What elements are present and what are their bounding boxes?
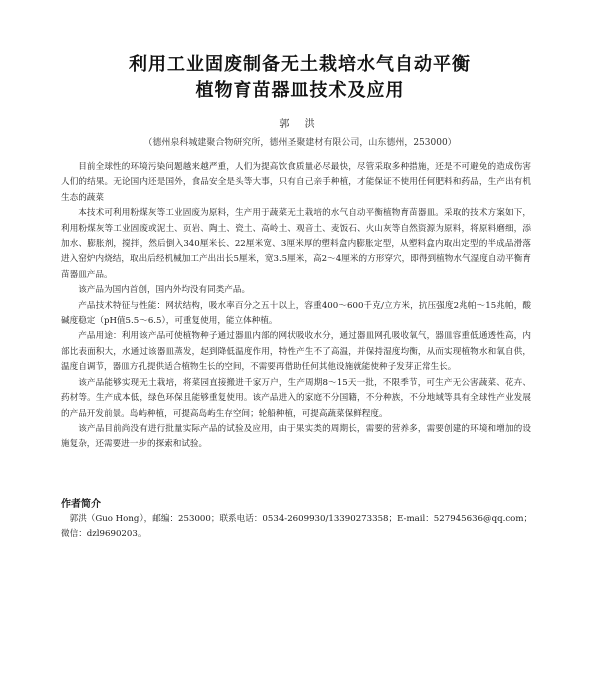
author-affiliation: （德州泉科城建聚合物研究所，德州圣聚建材有限公司，山东德州，253000） [143, 138, 457, 148]
paragraph-technical-scheme: 本技术可利用粉煤灰等工业固废为原料，生产用于蔬菜无土栽培的水气自动平衡植物育苗器皿。采取的技术方案如下，利用粉煤灰等工业固废或泥土、页岩、陶土、瓷土、高岭土、观音土、麦饭石、火山灰等自然资源为原料，将原料磨细，添加水、膨胀剂，搅拌，然后倒入340厘米长、22厘米宽、3厘米厚的塑料盒内膨胀定型，从塑料盒内取出定型的半成品滑落进入窑炉内烧结，取出后经机械加工产出出长5厘米，宽3.5厘米，高2～4厘米的方形穿穴，即得到植物水气湿度自动平衡育苗器皿产品。 [61, 208, 531, 280]
author-bio-line: 郭洪（Guo Hong），邮编：253000；联系电话：0534-2609930/13390273358；E-mail：527945636@qq.com； [69, 514, 533, 524]
paragraph-applications: 该产品能够实现无土栽培，将菜园直接搬进千家万户，生产周期8～15天一批，不限季节，可生产无公害蔬菜、花卉、药材等。生产成本低，绿色环保且能够重复使用。该产品进入的家庭不分国籍，不分种族，不分地域等具有全球性产业发展的产品开发前景。岛屿种植，可提高岛屿生存空间；轮船种植，可提高蔬菜保鲜程度。 [61, 377, 531, 419]
paragraph-intro: 目前全球性的环境污染问题越来越严重，人们为提高饮食质量必尽最快，尽管采取多种措施，还是不可避免的造成伤害人们的结果。无论国内还是国外，食品安全是头等大事，只有自己亲手种植，才能保证不使用任何肥料和药品，生产出有机生态的蔬菜 [61, 162, 531, 203]
author-section-heading: 作者简介 [61, 499, 101, 510]
author-bio-line: 微信：dzl9690203。 [61, 529, 147, 539]
author-bio [61, 512, 541, 542]
paper-title-line1: 利用工业固废制备无土栽培水气自动平衡 [129, 54, 471, 75]
paragraph-novelty: 该产品为国内首创，国内外均没有同类产品。 [78, 285, 251, 296]
author-name: 郭 洪 [279, 119, 321, 130]
paper-title-line2: 植物育苗器皿技术及应用 [195, 80, 405, 101]
paper-body [61, 160, 531, 453]
paragraph-outlook: 该产品目前尚没有进行批量实际产品的试验及应用，由于果实类的周期长，需要的营养多，需要创建的环境和增加的设施复杂，还需要进一步的探索和试验。 [61, 423, 531, 450]
paragraph-properties: 产品技术特征与性能：网状结构，吸水率百分之五十以上，容重400～600千克/立方米，抗压强度2兆帕～15兆帕，酸碱度稳定（pH值5.5～6.5），可重复使用，能立体种植。 [61, 300, 531, 327]
paragraph-usage: 产品用途：利用该产品可使植物种子通过器皿内部的网状吸收水分，通过器皿网孔吸收氧气，器皿容重低通透性高，内部比表面积大，水通过该器皿蒸发，起到降低温度作用，特性产生不了高温，并保持湿度均衡，从而实现植物水和氧自供，温度自调节，器皿方孔提供适合植物生长的空间，不需要再借助任何其他设施就能使种子发芽正常生长。 [61, 331, 531, 373]
